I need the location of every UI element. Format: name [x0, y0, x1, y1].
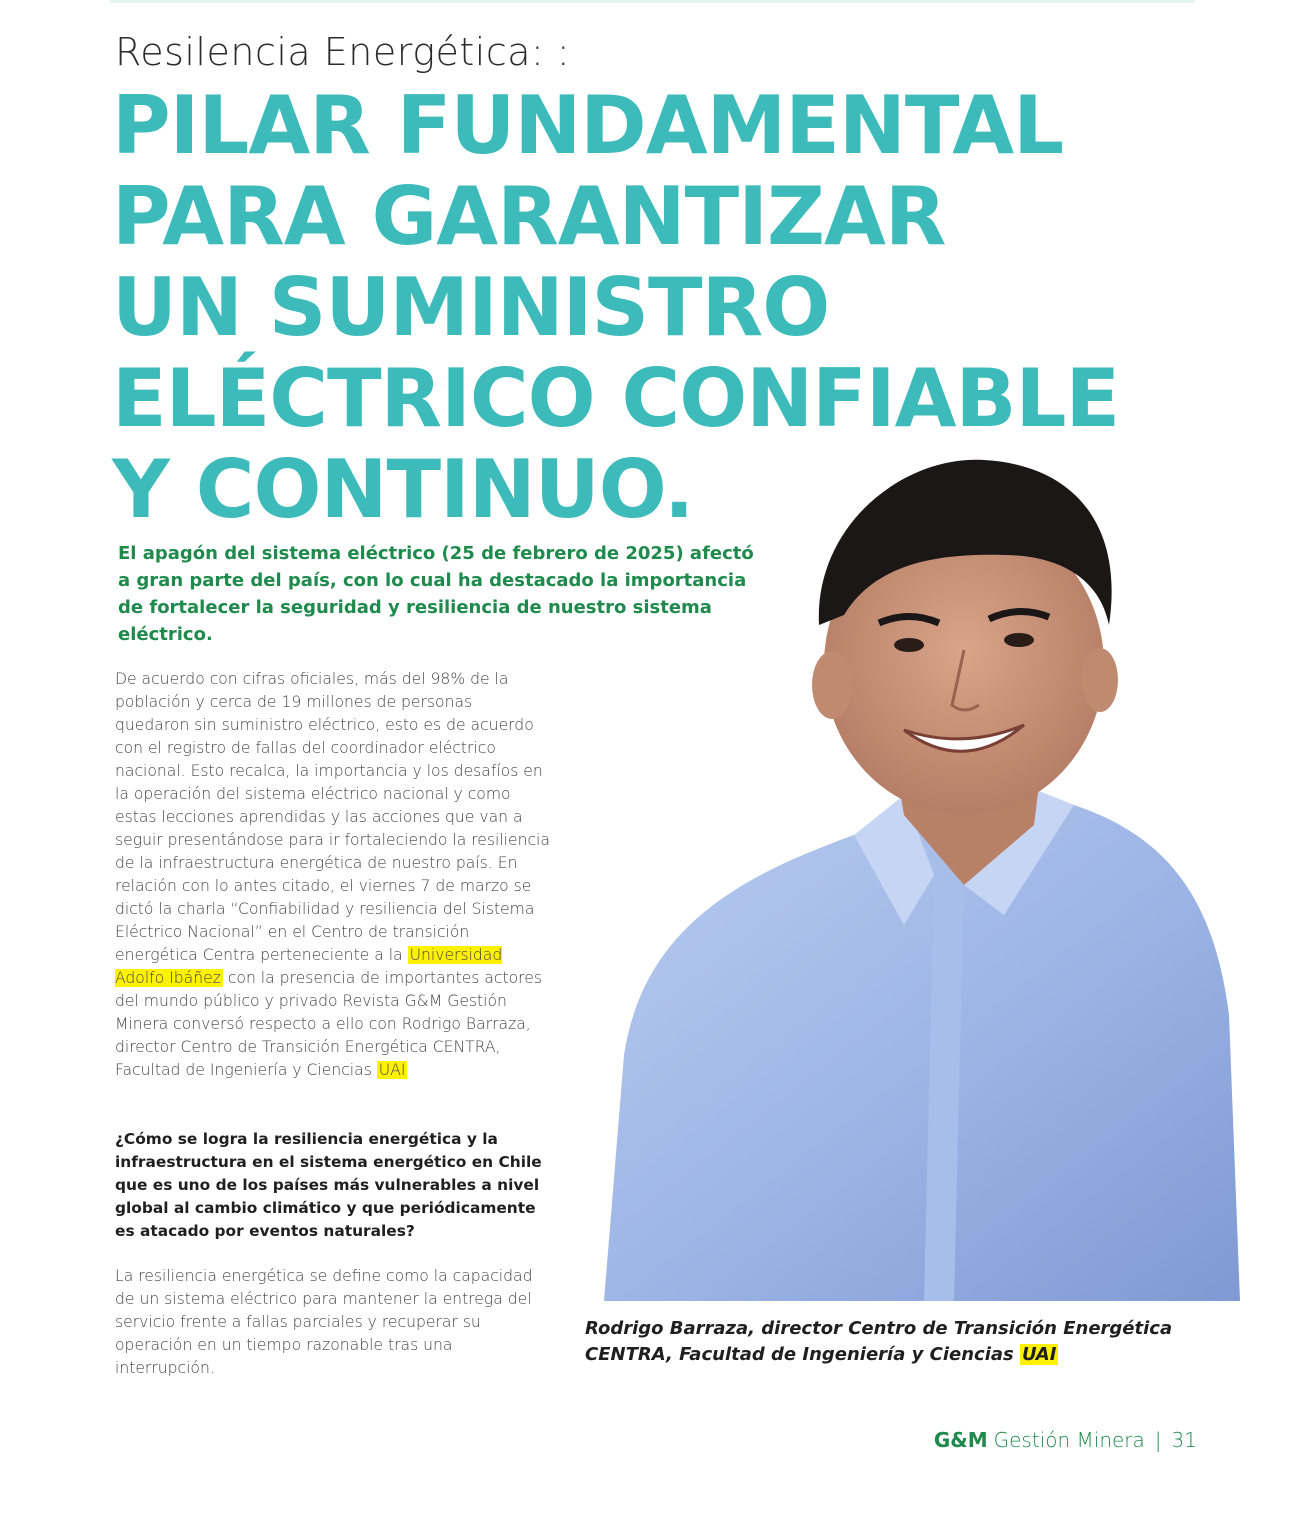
headline-line: PILAR FUNDAMENTAL: [112, 79, 1064, 172]
article-body-paragraph-2: La resiliencia energética se define como la capacidad de un sistema eléctrico para mantener la entrega del servicio frente a fallas parciales y recuperar su operación en un tiempo razonable tras una interrupción.: [115, 1267, 533, 1377]
headline-line: ELÉCTRICO CONFIABLE: [112, 352, 1120, 445]
footer-publication: Gestión Minera: [993, 1428, 1145, 1452]
headline-line: Y CONTINUO.: [112, 443, 694, 536]
body-text: De acuerdo con cifras oficiales, más del 98% de la población y cerca de 19 millones de personas quedaron sin suministro eléctrico, esto es de acuerdo con el registro de fallas del coordinador eléctrico nacional. Esto recalca, la importancia y los desafíos en la operación del sistema eléctrico nacional y como estas lecciones aprendidas y las acciones que van a seguir presentándose para ir fortaleciendo la resiliencia de la infraestructura energética de nuestro país. En relación con lo antes citado, el viernes 7 de marzo se dictó la charla “Confiabilidad y resiliencia del Sistema Eléctrico Nacional” en el Centro de transición energética Centra perteneciente a la: [115, 670, 550, 964]
top-rule: [110, 0, 1195, 3]
highlighted-text: Universidad Adolfo Ibáñez: [115, 946, 503, 987]
interview-question: ¿Cómo se logra la resiliencia energética y la infraestructura en el sistema energético en Chile que es uno de los países más vulnerables a nivel global al cambio climático y que periódicamente es atacado por eventos naturales?: [115, 1130, 542, 1240]
portrait-photo: [604, 455, 1240, 1301]
page-number: 31: [1171, 1428, 1197, 1452]
page-footer: [934, 1428, 1197, 1452]
headline-line: UN SUMINISTRO: [112, 261, 830, 354]
headline-line: PARA GARANTIZAR: [112, 170, 946, 263]
caption-text: Rodrigo Barraza, director Centro de Transición Energética CENTRA, Facultad de Ingeniería y Ciencias: [585, 1318, 1173, 1365]
footer-separator: |: [1154, 1428, 1162, 1452]
highlighted-text: UAI: [378, 1061, 406, 1079]
article-body-paragraph-1: [115, 668, 550, 1082]
photo-caption: [585, 1316, 1185, 1368]
article-intro: El apagón del sistema eléctrico (25 de febrero de 2025) afectó a gran parte del país, con lo cual ha destacado la importancia de fortalecer la seguridad y resiliencia de nuestro sistema eléctrico.: [118, 543, 754, 645]
article-kicker: Resilencia Energética: :: [115, 30, 571, 74]
highlighted-text: UAI: [1022, 1344, 1057, 1365]
body-text: con la presencia de importantes actores del mundo público y privado Revista G&M Gestión Minera conversó respecto a ello con Rodrigo Barraza, director Centro de Transición Energética CENTRA, Facultad de Ingeniería y Ciencias: [115, 969, 542, 1079]
footer-brand: G&M: [933, 1428, 988, 1452]
